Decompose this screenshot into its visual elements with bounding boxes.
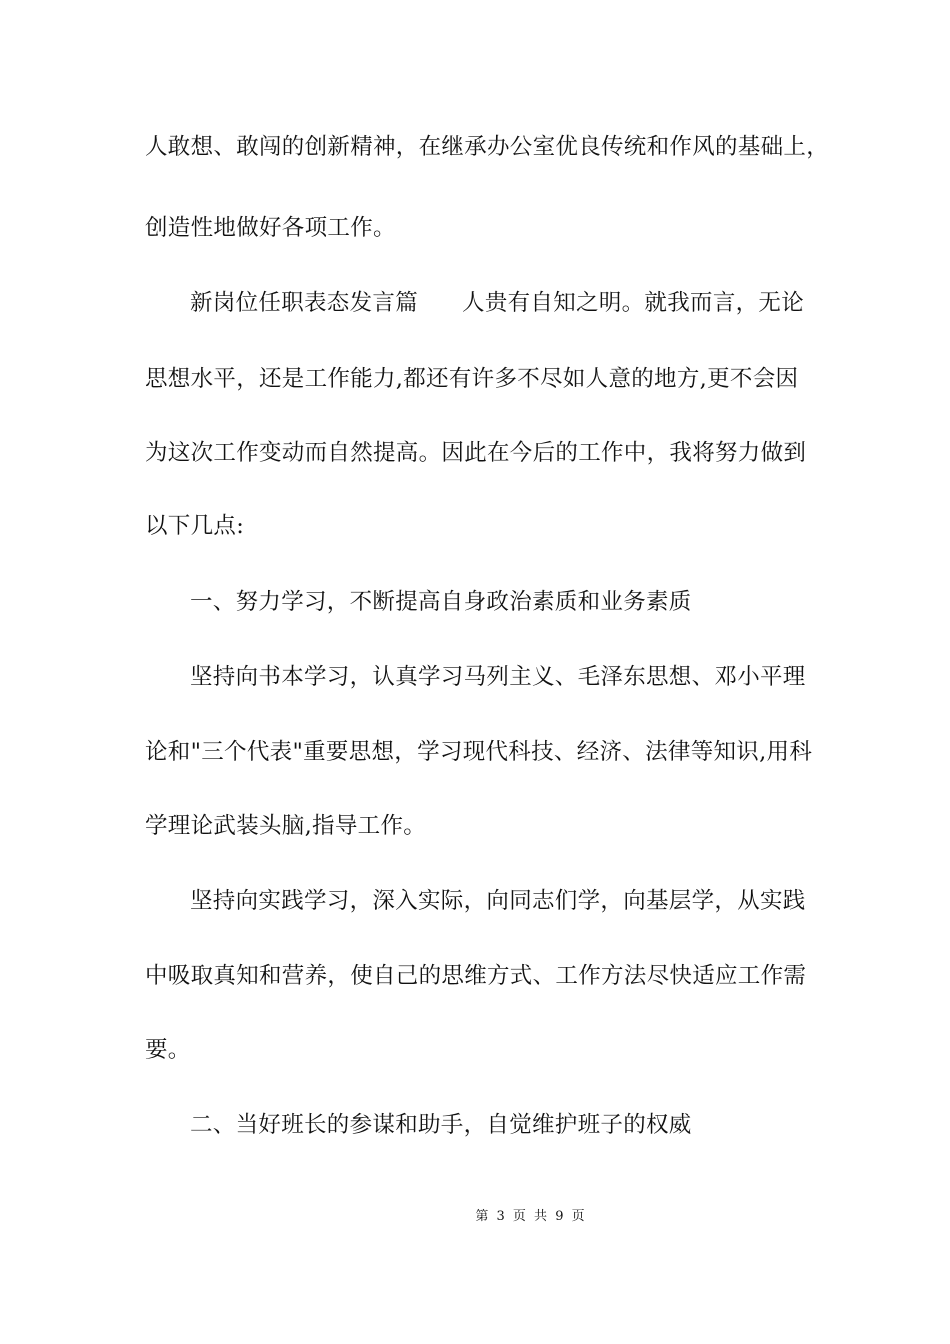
text-line-1: 人敢想、敢闯的创新精神，在继承办公室优良传统和作风的基础上， — [145, 134, 830, 160]
text-line-11: 要。 — [145, 1037, 191, 1063]
text-line-6: 坚持向书本学习，认真学习马列主义、毛泽东思想、邓小平理 — [190, 664, 806, 690]
text-line-3: 思想水平，还是工作能力,都还有许多不尽如人意的地方,更不会因 — [145, 366, 799, 392]
heading-one: 一、努力学习，不断提高自身政治素质和业务素质 — [190, 589, 692, 615]
section-heading: 新岗位任职表态发言篇 — [190, 290, 419, 316]
heading-two: 二、当好班长的参谋和助手，自觉维护班子的权威 — [190, 1112, 692, 1138]
page-footer: 第 3 页 共 9 页 — [475, 1209, 585, 1224]
text-line-10: 中吸取真知和营养，使自己的思维方式、工作方法尽快适应工作需 — [145, 963, 807, 989]
text-line-4: 为这次工作变动而自然提高。因此在今后的工作中，我将努力做到 — [145, 440, 807, 466]
section-first-sentence: 人贵有自知之明。就我而言，无论 — [462, 290, 805, 316]
text-line-9: 坚持向实践学习，深入实际，向同志们学，向基层学，从实践 — [190, 888, 806, 914]
text-line-5: 以下几点: — [145, 513, 245, 539]
text-line-7: 论和"三个代表"重要思想，学习现代科技、经济、法律等知识,用科 — [145, 739, 813, 765]
section-intro-line — [190, 288, 804, 318]
text-line-2: 创造性地做好各项工作。 — [145, 215, 396, 241]
text-line-8: 学理论武装头脑,指导工作。 — [145, 813, 427, 839]
